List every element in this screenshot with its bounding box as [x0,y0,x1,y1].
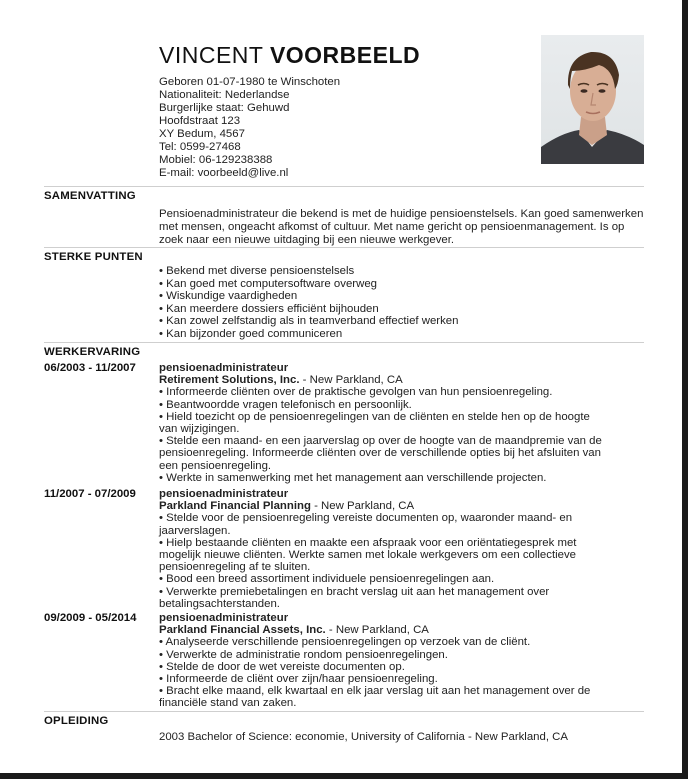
portrait-photo [541,35,644,164]
contact-block [159,76,340,180]
job-line: • Hield toezicht op de pensioenregelingen van de cliënten en stelde hen op de hoogte [159,410,590,423]
contact-line: XY Bedum, 4567 [159,128,245,140]
contact-line: Tel: 0599-27468 [159,141,241,153]
education-entry: 2003 Bachelor of Science: economie, University of California - New Parkland, CA [159,731,568,743]
contact-line: Geboren 01-07-1980 te Winschoten [159,76,341,88]
list-item: • Kan goed met computersoftware overweg [159,277,377,290]
section-title-experience: WERKERVARING [44,346,141,358]
job-line: • Analyseerde verschillende pensioenregelingen op verzoek van de cliënt. [159,636,531,649]
company-name: Parkland Financial Planning [159,500,311,513]
section-title-summary: SAMENVATTING [44,190,136,202]
job-body [159,612,654,710]
section-title-education: OPLEIDING [44,715,109,727]
job-company [159,500,654,512]
job-title: pensioenadministrateur [159,362,289,374]
job-line: een pensioenregeling. [159,459,272,472]
strengths-list [159,265,458,341]
job-line: pensioenregeling af te sluiten. [159,561,311,574]
section-divider [44,711,644,712]
job-dates: 11/2007 - 07/2009 [44,488,136,500]
first-name: VINCENT [159,42,264,68]
job-title: pensioenadministrateur [159,612,289,624]
section-divider [44,247,644,248]
job-body [159,488,654,610]
job-line: • Werkte in samenwerking met het management aan verschillende projecten. [159,471,547,484]
list-item: • Wiskundige vaardigheden [159,290,298,303]
job-line: • Stelde voor de pensioenregeling vereiste documenten op, waaronder maand- en [159,512,573,525]
job-line: mogelijk nieuwe cliënten. Werkte samen met lokale werkgevers om een collectieve [159,549,577,562]
job-line: • Hielp bestaande cliënten en maakte een afspraak voor een oriëntatiegesprek met [159,536,577,549]
job-company [159,374,654,386]
contact-line: E-mail: voorbeeld@live.nl [159,167,289,179]
list-item: • Kan zowel zelfstandig als in teamverband effectief werken [159,315,459,328]
job-dates: 09/2009 - 05/2014 [44,612,137,624]
job-company [159,624,654,636]
summary-text: Pensioenadministrateur die bekend is met de huidige pensioenstelsels. Kan goed samenwerken met mensen, ongeacht afkomst of cultuur. Met name gericht op pensioenmanagement. Is op zoek naar een nieuwe uitdaging bij een nieuwe werkgever. [159,208,644,246]
contact-line: Mobiel: 06-129238388 [159,154,273,166]
job-body [159,362,654,484]
job-line: • Bracht elke maand, elk kwartaal en elk jaar verslag uit aan het management over de [159,685,591,698]
job-line: • Bood een breed assortiment individuele pensioenregelingen aan. [159,573,495,586]
contact-line: Burgerlijke staat: Gehuwd [159,102,290,114]
job-line: betalingsachterstanden. [159,597,280,610]
job-line: • Stelde een maand- en een jaarverslag op over de hoogte van de maandpremie van de [159,435,602,448]
job-line: van wijzigingen. [159,423,240,436]
job-line: • Informeerde cliënten over de praktische gevolgen van hun pensioenregeling. [159,386,553,399]
section-divider [44,186,644,187]
job-line: • Informeerde de cliënt over zijn/haar pensioenregeling. [159,673,438,686]
company-location: - New Parkland, CA [299,374,403,387]
job-line: jaarverslagen. [159,524,231,537]
candidate-name [159,42,420,69]
company-name: Parkland Financial Assets, Inc. [159,624,326,637]
list-item: • Kan meerdere dossiers efficiënt bijhouden [159,302,379,315]
contact-line: Nationaliteit: Nederlandse [159,89,290,101]
job-line: • Verwerkte de administratie rondom pensioenregelingen. [159,648,448,661]
company-name: Retirement Solutions, Inc. [159,374,300,387]
list-item: • Bekend met diverse pensioenstelsels [159,265,355,277]
job-dates: 06/2003 - 11/2007 [44,362,136,374]
company-location: - New Parkland, CA [325,624,429,637]
job-line: financiële stand van zaken. [159,697,297,710]
job-line: • Beantwoordde vragen telefonisch en persoonlijk. [159,398,412,411]
job-title: pensioenadministrateur [159,488,289,500]
section-divider [44,342,644,343]
section-title-strengths: STERKE PUNTEN [44,251,143,263]
contact-line: Hoofdstraat 123 [159,115,241,127]
last-name: VOORBEELD [269,42,421,68]
list-item: • Kan bijzonder goed communiceren [159,327,343,340]
job-line: pensioenregeling. Informeerde cliënten over de verschillende opties bij het afsluiten van [159,447,601,460]
job-line: • Verwerkte premiebetalingen en bracht verslag uit aan het management over [159,585,550,598]
company-location: - New Parkland, CA [310,500,415,513]
job-line: • Stelde de door de wet vereiste documenten op. [159,660,405,673]
